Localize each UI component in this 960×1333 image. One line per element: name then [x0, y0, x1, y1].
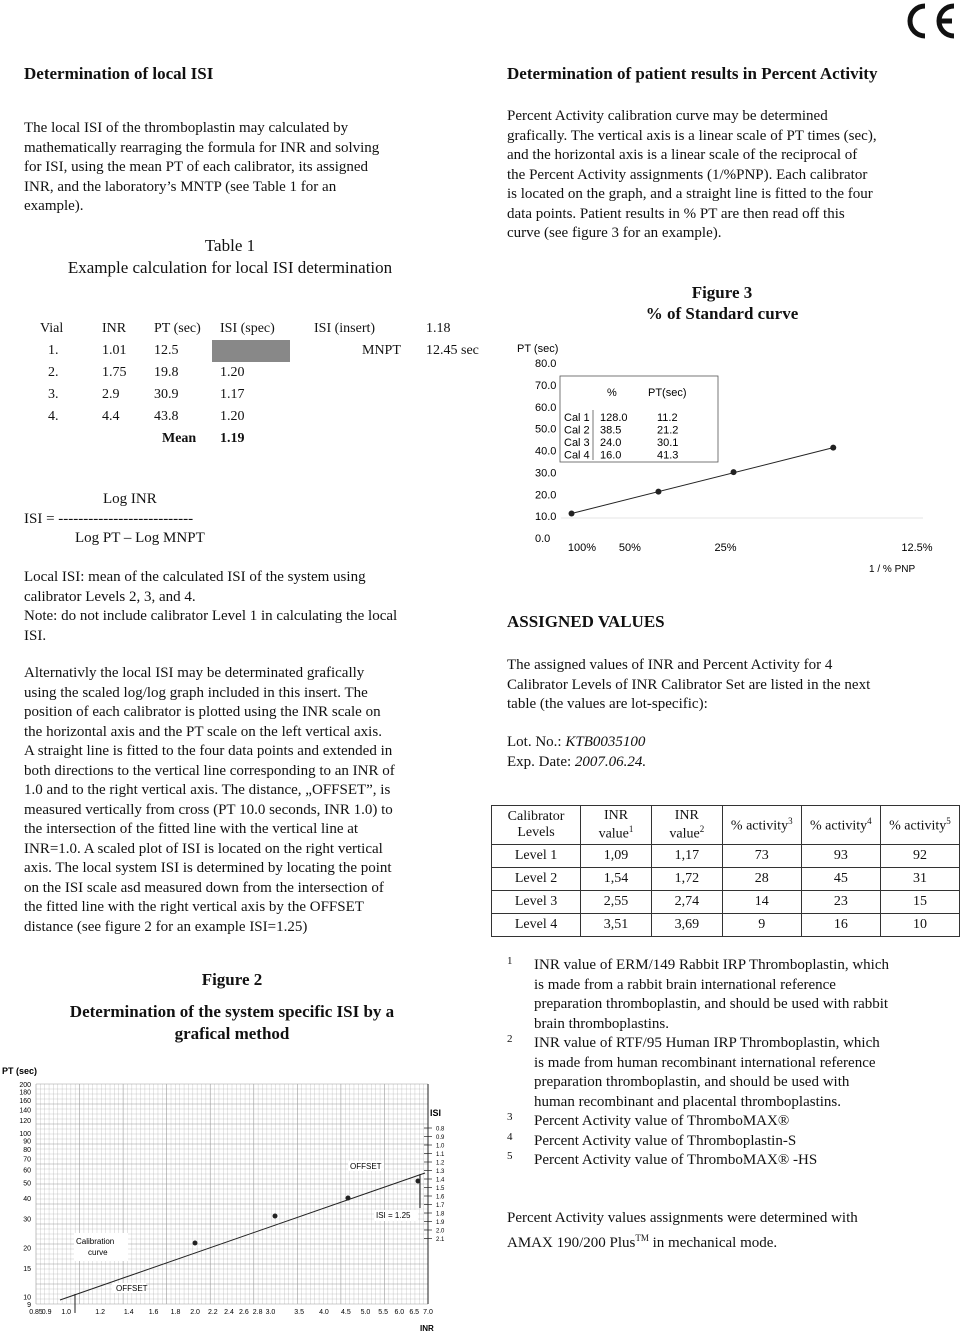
- table-cell: 92: [880, 845, 959, 868]
- fig2-y-tick: 40: [23, 1196, 31, 1204]
- table-header: INR value$^1$: [581, 806, 652, 845]
- fig2-y-tick: 100: [19, 1131, 31, 1139]
- table-cell: 31: [880, 868, 959, 891]
- fig2-isi-label: ISI: [430, 1108, 442, 1118]
- table-cell: 9: [722, 914, 801, 937]
- figure-2-title: Figure 2: [201, 970, 263, 989]
- table-cell: 93: [801, 845, 880, 868]
- table-cell: 1.75: [102, 365, 127, 380]
- fig2-y-tick: 50: [23, 1180, 31, 1188]
- footnotes: [507, 956, 937, 1171]
- table-header-row: [40, 318, 479, 340]
- figure-3-chart: [507, 338, 937, 583]
- fig2-y-tick: 9: [27, 1302, 31, 1309]
- table-cell: 19.8: [154, 365, 179, 380]
- table-header: ISI (spec): [220, 321, 275, 336]
- text-line: preparation thromboplastin, and should be used with rabbit: [534, 996, 889, 1012]
- text-line: for ISI, using the mean PT of each calibrator, its assigned: [24, 159, 369, 175]
- table-cell: 2.: [48, 365, 59, 380]
- table-row: [40, 406, 479, 428]
- text-line: INR, and the laboratory’s MNTP (see Table 1 for an: [24, 178, 337, 195]
- fig2-offset-label-bottom: OFFSET: [116, 1284, 148, 1293]
- fig2-data-point: [273, 1214, 278, 1219]
- fig2-offset-label: OFFSET: [350, 1162, 382, 1171]
- fig2-isi-tick: 1.5: [436, 1186, 445, 1192]
- footnote-number: 5: [507, 1150, 513, 1162]
- text-line: INR value of RTF/95 Human IRP Thromboplastin, which: [534, 1035, 880, 1051]
- figure-3-title: Figure 3: [691, 283, 753, 302]
- text-line: on the ISI scale asd measured down from the intersection of: [24, 879, 384, 896]
- fig2-y-tick: 180: [19, 1089, 31, 1097]
- fig3-inset-header: %: [607, 387, 617, 399]
- text-line: distance (see figure 2 for an example ISI=1.25): [24, 918, 308, 935]
- fig2-x-tick: 1.8: [170, 1309, 181, 1316]
- text-line: the Percent Activity assignments (1/%PNP). Each calibrator: [507, 166, 868, 183]
- fig2-isi-tick: 1.3: [436, 1169, 445, 1175]
- text-line: Alternativly the local ISI may be determinated grafically: [24, 665, 365, 681]
- text-line: grafically. The vertical axis is a linear scale of PT times (sec),: [507, 127, 877, 144]
- text-line: and the horizontal axis is a linear scale of the reciprocal of: [507, 147, 858, 163]
- figure-2-caption-2: grafical method: [174, 1024, 290, 1043]
- table-header: % activity$^4$: [801, 806, 880, 845]
- text-line: Percent Activity value of ThromboMAX® -HS: [534, 1152, 818, 1168]
- fig2-x-tick: 2.4: [224, 1309, 234, 1316]
- text-line: position of each calibrator is plotted using the INR scale on: [24, 704, 381, 720]
- footnote-number: 3: [507, 1111, 513, 1123]
- assigned-values-heading: ASSIGNED VALUES: [507, 612, 665, 631]
- footnote-item: [507, 1112, 937, 1132]
- fig2-isi-tick: 1.8: [436, 1211, 445, 1218]
- table-cell: 3,69: [651, 914, 722, 937]
- footnote-number: 1: [507, 955, 513, 967]
- table-row: [492, 914, 960, 937]
- fig2-x-tick: 0.85: [29, 1309, 43, 1316]
- fig2-x-tick: 3.0: [265, 1309, 276, 1316]
- exp-label: Exp. Date:: [507, 754, 575, 770]
- fig3-inset-cell: Cal 4: [564, 449, 590, 462]
- fig2-calibration-label: Calibration: [76, 1237, 115, 1246]
- fig3-inset-cell: 24.0: [600, 437, 622, 449]
- table-cell: 3,51: [581, 914, 652, 937]
- text-line: table (the values are lot-specific):: [507, 696, 708, 712]
- fig3-inset-cell: 21.2: [657, 424, 679, 437]
- fig3-x-tick: 50%: [618, 542, 641, 554]
- fig2-y-tick: 90: [23, 1138, 31, 1146]
- fig3-y-axis-label: PT (sec): [517, 343, 559, 355]
- table-cell: 30.9: [154, 387, 179, 402]
- text-line: measured vertically from cross (PT 10.0 seconds, INR 1.0) to: [24, 801, 393, 818]
- fig2-x-tick: 3.5: [294, 1309, 304, 1316]
- text-line: Percent Activity value of ThromboMAX®: [534, 1113, 790, 1129]
- fig2-isi-tick: 1.4: [436, 1177, 445, 1184]
- text-line: data points. Patient results in % PT are then read off this: [507, 205, 845, 222]
- exp-value: 2007.06.24.: [574, 754, 647, 770]
- closing-paragraph: [507, 1209, 937, 1253]
- mean-value: 1.19: [220, 431, 245, 446]
- fig2-x-tick: 1.2: [95, 1309, 105, 1316]
- fig2-x-tick: 5.5: [378, 1309, 389, 1316]
- fig3-data-point: [731, 469, 737, 475]
- table-header: PT (sec): [154, 321, 201, 336]
- fig2-y-tick: 20: [23, 1245, 31, 1253]
- percent-activity-intro: [507, 107, 923, 244]
- expiry-date: [507, 754, 646, 771]
- table-cell: 1,09: [581, 845, 652, 868]
- table-cell: 2,55: [581, 891, 652, 914]
- fig2-y-tick: 160: [19, 1097, 31, 1105]
- table-row: [40, 362, 479, 384]
- fig3-y-tick: 50.0: [535, 423, 557, 436]
- text-line: mathematically rearraging the formula for INR and solving: [24, 139, 380, 156]
- fig3-inset-cell: 30.1: [657, 437, 679, 449]
- fig2-y-axis-label: PT (sec): [2, 1066, 38, 1076]
- fig3-inset-cell: Cal 1: [564, 412, 590, 424]
- fig2-x-tick: 5.0: [360, 1309, 371, 1316]
- table-cell: 23: [801, 891, 880, 914]
- table-cell: 4.: [48, 409, 59, 424]
- text-line: The local ISI of the thromboplastin may calculated by: [24, 120, 349, 136]
- fig2-isi-result: ISI = 1.25: [376, 1211, 411, 1220]
- table-cell: 16: [801, 914, 880, 937]
- table-row: [492, 868, 960, 891]
- text-line: ISI.: [24, 627, 47, 644]
- fig2-isi-tick: 1.6: [436, 1194, 445, 1201]
- table-cell: 1.20: [220, 365, 245, 380]
- text-line: A straight line is fitted to the four data points and extended in: [24, 743, 393, 759]
- fig2-data-point: [193, 1241, 198, 1246]
- table-1: [40, 318, 479, 450]
- assigned-values-table: [491, 805, 960, 937]
- fig3-y-tick: 60.0: [535, 401, 557, 414]
- table-cell: 73: [722, 845, 801, 868]
- fig2-isi-tick: 2.0: [436, 1228, 445, 1235]
- fig3-inset-cell: 38.5: [600, 424, 622, 437]
- fig2-x-tick: 0.9: [41, 1309, 52, 1316]
- fig3-x-tick: 12.5%: [901, 542, 933, 554]
- text-line: AMAX 190/200 Plus™ in mechanical mode.: [507, 1232, 778, 1251]
- table-header: INR value$^2$: [651, 806, 722, 845]
- table-header-row: [492, 806, 960, 845]
- table-header: ISI (insert): [314, 321, 376, 336]
- table-header: % activity$^5$: [880, 806, 959, 845]
- fig3-y-tick: 20.0: [535, 489, 557, 502]
- table-cell: 45: [801, 868, 880, 891]
- table-cell: 1,54: [581, 868, 652, 891]
- lot-value: KTB0035100: [565, 734, 646, 750]
- fig3-y-tick: 0.0: [535, 533, 551, 545]
- table-row: [40, 384, 479, 406]
- table-cell: 43.8: [154, 409, 179, 424]
- table-cell: Level 3: [492, 891, 581, 914]
- text-line: preparation thromboplastin, and should be used with: [534, 1074, 850, 1090]
- text-line: brain thromboplastins.: [534, 1015, 669, 1032]
- lot-number: [507, 734, 645, 751]
- text-line: Calibrator Levels of INR Calibrator Set are listed in the next: [507, 676, 871, 693]
- table-cell: 4.4: [102, 409, 120, 424]
- formula-lhs: ISI = ---------------------------: [24, 511, 194, 527]
- fig2-y-tick: 70: [23, 1156, 31, 1164]
- fig3-data-point: [569, 511, 575, 517]
- table-1-caption: Example calculation for local ISI determination: [67, 258, 393, 277]
- fig2-isi-tick: 1.9: [436, 1220, 445, 1226]
- fig2-y-tick: 200: [19, 1082, 31, 1089]
- fig2-x-axis-label: INR: [420, 1324, 434, 1333]
- text-line: Local ISI: mean of the calculated ISI of the system using: [24, 569, 366, 585]
- fig3-x-axis-label: 1 / % PNP: [869, 564, 916, 575]
- fig2-isi-tick: 2.1: [436, 1237, 445, 1243]
- text-line: the intersection of the fitted line with the vertical line at: [24, 821, 359, 837]
- fig2-x-tick: 2.0: [190, 1309, 200, 1316]
- footnote-item: [507, 1132, 937, 1152]
- fig3-y-tick: 30.0: [535, 467, 557, 480]
- fig2-data-point: [346, 1196, 351, 1201]
- fig2-x-tick: 1.6: [148, 1309, 159, 1316]
- table-1-title: Table 1: [204, 236, 256, 255]
- fig2-y-tick: 60: [23, 1167, 31, 1175]
- fig3-inset-cell: Cal 2: [564, 424, 590, 437]
- fig2-isi-tick: 0.8: [436, 1126, 445, 1133]
- text-line: is located on the graph, and a straight line is fitted to the four: [507, 186, 873, 202]
- fig2-x-tick: 2.6: [238, 1309, 249, 1316]
- fig2-y-tick: 120: [19, 1118, 31, 1126]
- table-header: INR: [102, 321, 127, 336]
- text-line: Note: do not include calibrator Level 1 in calculating the local: [24, 608, 398, 624]
- table-header: Calibrator Levels: [492, 806, 581, 845]
- figure-3-caption: % of Standard curve: [645, 304, 799, 323]
- text-line: is made from a rabbit brain international reference: [534, 976, 836, 993]
- table-cell: 12.5: [154, 343, 179, 358]
- table-row: [492, 845, 960, 868]
- fig3-x-tick: 100%: [567, 542, 597, 554]
- fig2-x-tick: 4.5: [340, 1309, 351, 1316]
- text-line: Percent Activity calibration curve may be determined: [507, 108, 828, 124]
- fig2-y-tick: 10: [23, 1294, 31, 1302]
- footnote-number: 2: [507, 1033, 513, 1045]
- fig2-y-tick: 15: [23, 1265, 31, 1273]
- fig2-y-tick: 140: [19, 1107, 31, 1115]
- fig2-x-tick: 4.0: [319, 1309, 329, 1316]
- fig3-inset-cell: 41.3: [657, 449, 679, 462]
- fig2-x-tick: 1.0: [61, 1309, 72, 1316]
- local-isi-heading: Determination of local ISI: [24, 64, 214, 83]
- figure-2-graph: [0, 1058, 470, 1333]
- text-line: The assigned values of INR and Percent Activity for 4: [507, 657, 833, 673]
- table-cell: 12.45 sec: [426, 343, 479, 358]
- table-cell: 3.: [48, 387, 59, 402]
- fig2-x-tick: 6.5: [409, 1309, 420, 1316]
- formula-numerator: Log INR: [103, 491, 157, 507]
- fig2-x-tick: 2.8: [252, 1309, 263, 1316]
- text-line: Percent Activity value of Thromboplastin-S: [534, 1132, 797, 1149]
- fig3-inset-cell: 128.0: [600, 412, 628, 424]
- footnote-item: [507, 1034, 937, 1112]
- graphical-method-paragraph: [24, 664, 440, 937]
- fig3-x-tick: 25%: [714, 542, 737, 554]
- fig3-y-tick: 10.0: [535, 511, 557, 524]
- table-cell: 15: [880, 891, 959, 914]
- text-line: 1.0 and to the right vertical axis. The distance, „OFFSET”, is: [24, 782, 391, 798]
- fig2-y-tick: 30: [23, 1216, 31, 1224]
- text-line: INR=1.0. A scaled plot of ISI is located on the right vertical: [24, 840, 383, 857]
- text-line: the horizontal axis and the PT scale on the left vertical axis.: [24, 723, 382, 740]
- table-cell: 2.9: [102, 387, 120, 402]
- fig2-isi-tick: 1.7: [436, 1203, 445, 1209]
- assigned-values-intro: [507, 656, 935, 715]
- text-line: the fitted line with the right vertical axis by the OFFSET: [24, 899, 364, 915]
- fig2-x-tick: 6.0: [394, 1309, 405, 1316]
- fig2-x-tick: 2.2: [207, 1309, 218, 1316]
- table-cell: 1.: [48, 343, 59, 358]
- fig3-inset-cell: Cal 3: [564, 437, 590, 449]
- lot-label: Lot. No.:: [507, 734, 566, 750]
- figure-2-caption-1: Determination of the system specific ISI by a: [69, 1002, 395, 1021]
- fig3-data-point: [655, 489, 661, 495]
- text-line: human recombinant and placental thromboplastins.: [534, 1093, 842, 1110]
- fig3-inset-cell: 16.0: [600, 449, 622, 462]
- table-cell: Level 4: [492, 914, 581, 937]
- table-cell: 1,72: [651, 868, 722, 891]
- footnote-item: [507, 1151, 937, 1171]
- fig3-y-tick: 70.0: [535, 379, 557, 392]
- percent-activity-heading: Determination of patient results in Percent Activity: [507, 64, 878, 83]
- table-mean-row: [40, 428, 479, 450]
- text-line: using the scaled log/log graph included in this insert. The: [24, 684, 368, 701]
- table-header: % activity$^3$: [722, 806, 801, 845]
- text-line: curve (see figure 3 for an example).: [507, 225, 722, 241]
- local-isi-intro: [24, 119, 436, 217]
- text-line: both directions to the vertical line corresponding to an INR of: [24, 762, 395, 779]
- text-line: example).: [24, 198, 84, 214]
- fig2-calibration-label: curve: [88, 1248, 108, 1257]
- table-cell: 2,74: [651, 891, 722, 914]
- table-header: Vial: [40, 321, 64, 336]
- text-line: INR value of ERM/149 Rabbit IRP Thromboplastin, which: [534, 957, 889, 973]
- footnote-number: 4: [507, 1130, 513, 1143]
- fig2-x-tick: 1.4: [123, 1309, 134, 1316]
- local-isi-note: [24, 568, 454, 646]
- table-cell: Level 1: [492, 845, 581, 868]
- text-line: calibrator Levels 2, 3, and 4.: [24, 588, 196, 605]
- table-cell: Level 2: [492, 868, 581, 891]
- table-cell: 28: [722, 868, 801, 891]
- fig2-isi-tick: 1.2: [436, 1160, 445, 1167]
- fig3-inset-cell: 11.2: [657, 412, 678, 424]
- fig2-x-tick: 7.0: [423, 1309, 433, 1316]
- table-cell: 1,17: [651, 845, 722, 868]
- fig3-y-tick: 80.0: [535, 358, 557, 370]
- table-row: [40, 340, 479, 362]
- mean-label: Mean: [162, 431, 197, 446]
- table-cell: 1.17: [220, 387, 245, 402]
- text-line: is made from human recombinant international reference: [534, 1054, 876, 1071]
- fig3-data-point: [830, 445, 836, 451]
- table-cell: 14: [722, 891, 801, 914]
- fig2-isi-tick: 0.9: [436, 1135, 445, 1141]
- table-cell: MNPT: [362, 343, 401, 358]
- formula-denominator: Log PT – Log MNPT: [75, 530, 205, 546]
- table-cell-shaded: [220, 340, 314, 362]
- footnote-item: [507, 956, 937, 1034]
- ce-mark-logo: [898, 0, 960, 42]
- table-cell: 1.20: [220, 409, 245, 424]
- fig2-isi-tick: 1.0: [436, 1143, 445, 1150]
- fig3-inset-header: PT(sec): [648, 387, 687, 399]
- table-cell: 1.01: [102, 343, 127, 358]
- fig3-y-tick: 40.0: [535, 445, 557, 458]
- text-line: Percent Activity values assignments were determined with: [507, 1210, 858, 1226]
- text-line: axis. The local system ISI is determined by locating the point: [24, 860, 392, 876]
- table-row: [492, 891, 960, 914]
- fig2-y-tick: 80: [23, 1147, 31, 1155]
- table-header: 1.18: [426, 321, 451, 336]
- fig2-isi-tick: 1.1: [436, 1152, 445, 1158]
- table-cell: 10: [880, 914, 959, 937]
